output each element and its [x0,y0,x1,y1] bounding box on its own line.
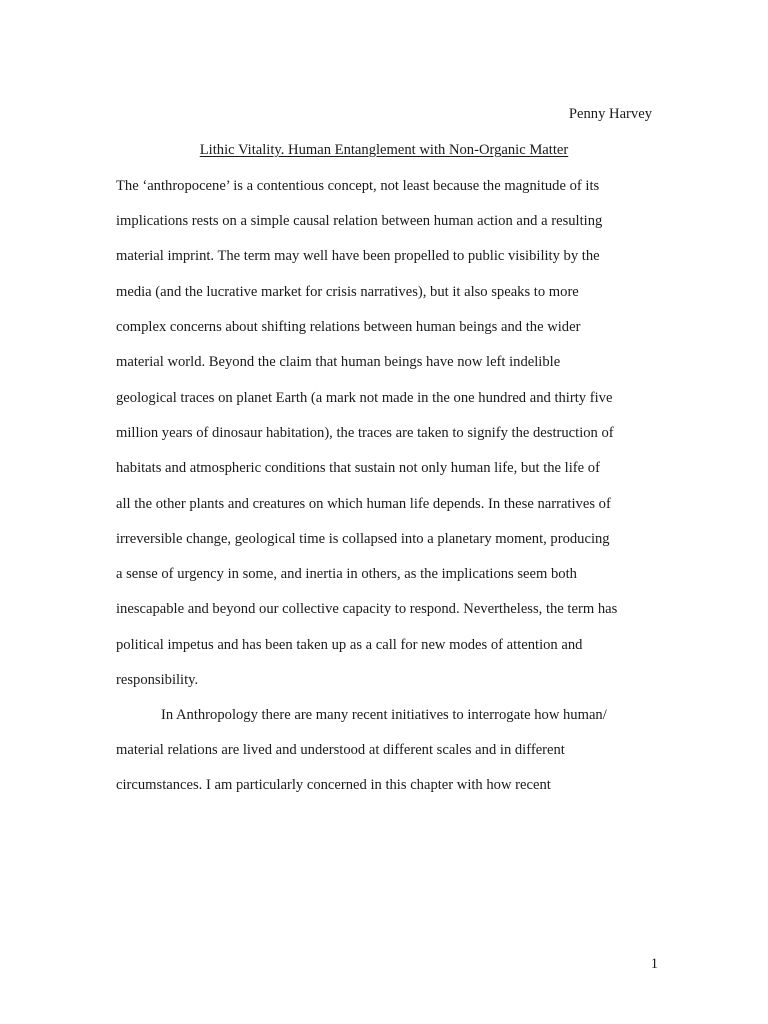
paragraph-1-line-12: a sense of urgency in some, and inertia in others, as the implications seem both [116,566,577,582]
paragraph-1-line-14: political impetus and has been taken up as a call for new modes of attention and [116,637,583,653]
document-title-text: Lithic Vitality. Human Entanglement with Non-Organic Matter [199,142,569,158]
paragraph-1-line-15: responsibility. [116,672,199,688]
page-number: 1 [650,956,658,972]
author-name: Penny Harvey [568,106,652,122]
paragraph-2-line-3: circumstances. I am particularly concerned in this chapter with how recent [116,777,551,793]
paragraph-1-line-3: material imprint. The term may well have been propelled to public visibility by the [116,248,600,264]
document-title [0,142,768,159]
paragraph-1-line-13: inescapable and beyond our collective capacity to respond. Nevertheless, the term has [116,601,618,617]
paragraph-1-line-10: all the other plants and creatures on which human life depends. In these narratives of [116,496,611,512]
paragraph-1-line-6: material world. Beyond the claim that human beings have now left indelible [116,354,561,370]
paragraph-1-line-7: geological traces on planet Earth (a mark not made in the one hundred and thirty five [116,390,613,406]
paragraph-1-line-5: complex concerns about shifting relations between human beings and the wider [116,319,581,335]
paragraph-1-line-8: million years of dinosaur habitation), the traces are taken to signify the destruction of [116,425,614,441]
paragraph-1-line-11: irreversible change, geological time is collapsed into a planetary moment, producing [116,531,610,547]
paragraph-1-line-4: media (and the lucrative market for crisis narratives), but it also speaks to more [116,284,579,300]
paragraph-1-line-2: implications rests on a simple causal relation between human action and a resulting [116,213,603,229]
paragraph-1-line-9: habitats and atmospheric conditions that sustain not only human life, but the life of [116,460,600,476]
paragraph-1-line-1: The ‘anthropocene’ is a contentious concept, not least because the magnitude of its [116,178,600,194]
paragraph-2-line-1: In Anthropology there are many recent initiatives to interrogate how human/ [161,707,607,723]
paragraph-2-line-2: material relations are lived and understood at different scales and in different [116,742,565,758]
